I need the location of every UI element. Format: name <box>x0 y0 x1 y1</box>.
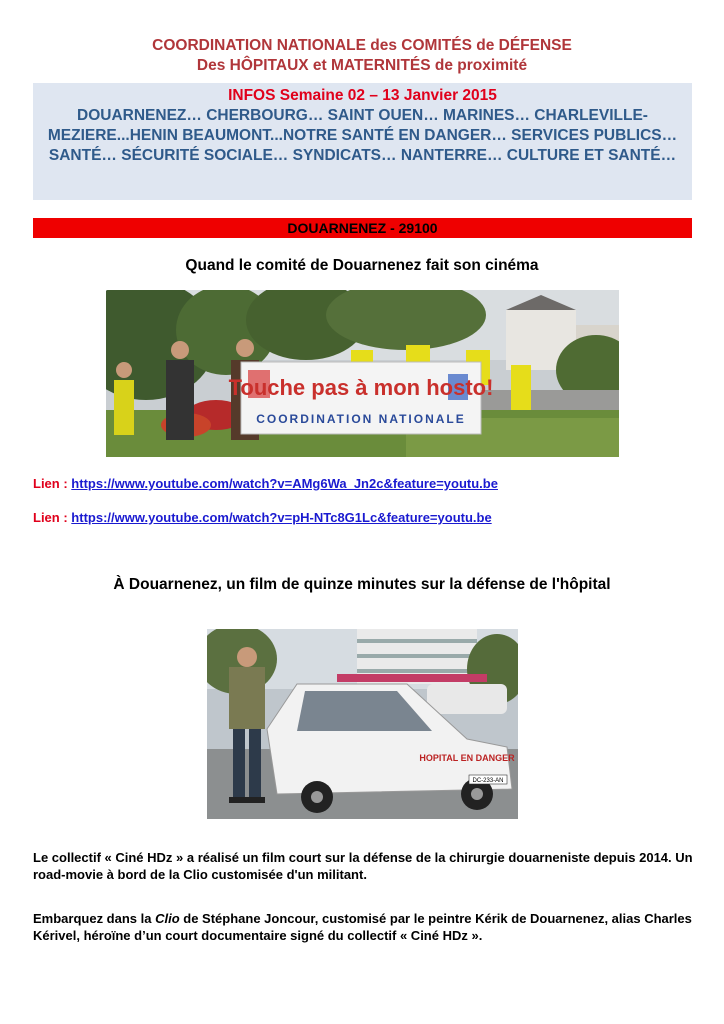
paragraph-2-italic: Clio <box>155 911 180 926</box>
car-slogan: HOPITAL EN DANGER <box>419 753 515 763</box>
paragraph-1: Le collectif « Ciné HDz » a réalisé un film court sur la défense de la chirurgie douarneniste depuis 2014. Un road-movie à bord de la Clio customisée d'un militant. <box>33 850 693 882</box>
article2-title: À Douarnenez, un film de quinze minutes sur la défense de l'hôpital <box>113 576 611 593</box>
article1-title: Quand le comité de Douarnenez fait son cinéma <box>185 257 539 274</box>
section-bar: DOUARNENEZ - 29100 <box>33 218 692 238</box>
paragraph-2-start: Embarquez dans la <box>33 911 156 926</box>
banner-slogan: Touche pas à mon hosto! <box>228 375 494 400</box>
link-line-2 <box>33 510 492 525</box>
paragraph-2-end: de Stéphane Joncour, customisé par le peintre Kérik de Douarnenez, alias Charles Kérivel, héroïne d’un court documentaire signé du collectif « Ciné HDz ». <box>33 911 692 943</box>
protest-photo <box>106 290 619 457</box>
header-line-1: COORDINATION NATIONALE des COMITÉS de DÉFENSE <box>152 37 572 54</box>
youtube-link-2[interactable]: https://www.youtube.com/watch?v=pH-NTc8G1Lc&feature=youtu.be <box>71 510 492 525</box>
header-line-2: Des HÔPITAUX et MATERNITÉS de proximité <box>196 57 528 74</box>
car-photo-image <box>207 629 518 819</box>
link-label: Lien : <box>33 476 68 491</box>
link-label: Lien : <box>33 510 68 525</box>
document-header <box>0 36 724 76</box>
protest-photo-image <box>106 290 619 457</box>
topics-list: DOUARNENEZ… CHERBOURG… SAINT OUEN… MARINES… CHARLEVILLE-MEZIERE...HENIN BEAUMONT...NOTRE SANTÉ EN DANGER… SERVICES PUBLICS… SANTÉ… SÉCURITÉ SOCIALE… SYNDICATS… NANTERRE… CULTURE ET SANTÉ… <box>47 107 678 164</box>
car-photo <box>207 629 518 819</box>
banner-org: COORDINATION NATIONALE <box>256 412 466 426</box>
link-line-1 <box>33 476 498 491</box>
week-title: INFOS Semaine 02 – 13 Janvier 2015 <box>228 87 497 104</box>
info-box <box>33 83 692 200</box>
youtube-link-1[interactable]: https://www.youtube.com/watch?v=AMg6Wa_Jn2c&feature=youtu.be <box>71 476 498 491</box>
paragraph-2 <box>33 910 693 944</box>
license-plate: DC-233-AN <box>472 778 504 784</box>
